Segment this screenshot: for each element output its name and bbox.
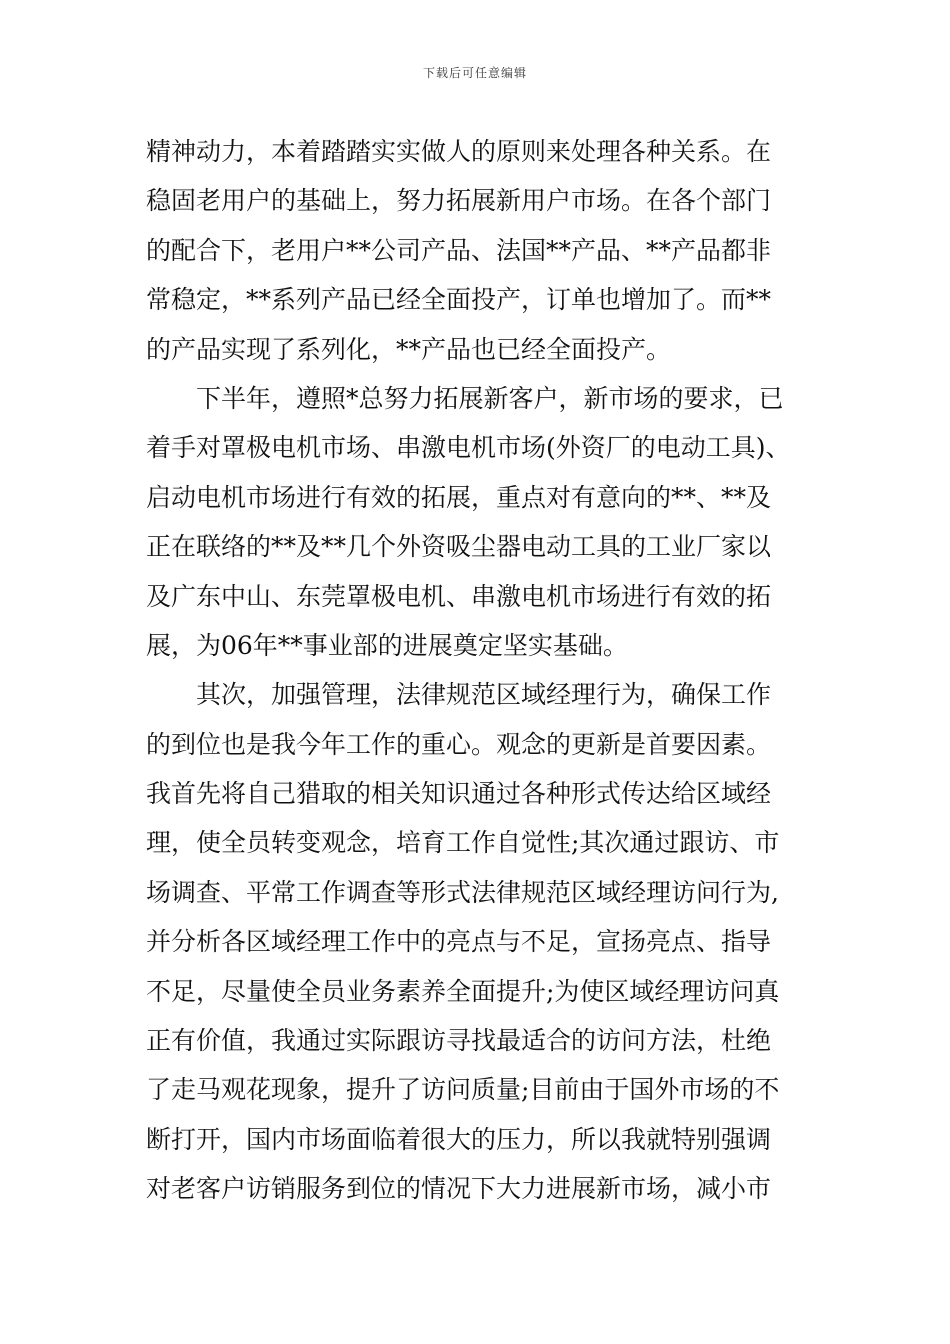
text-line: 启动电机市场进行有效的拓展，重点对有意向的**、**及 xyxy=(146,482,772,512)
text-line: 我首先将自己猎取的相关知识通过各种形式传达给区域经 xyxy=(146,779,772,809)
text-line: 着手对罩极电机市场、串激电机市场(外资厂的电动工具)、 xyxy=(146,433,791,463)
text-line: 的配合下，老用户**公司产品、法国**产品、**产品都非 xyxy=(146,235,772,265)
paragraph xyxy=(146,374,816,670)
text-line: 理，使全员转变观念，培育工作自觉性;其次通过跟访、市 xyxy=(146,828,780,858)
text-line: 展，为06年**事业部的进展奠定坚实基础。 xyxy=(146,630,628,660)
text-line: 下半年，遵照*总努力拓展新客户，新市场的要求，已 xyxy=(196,383,784,413)
text-line: 的到位也是我今年工作的重心。观念的更新是首要因素。 xyxy=(146,729,772,759)
text-line: 正在联络的**及**几个外资吸尘器电动工具的工业厂家以 xyxy=(146,532,772,562)
text-line: 的产品实现了系列化，**产品也已经全面投产。 xyxy=(146,334,672,364)
text-line: 了走马观花现象，提升了访问质量;目前由于国外市场的不 xyxy=(146,1075,780,1105)
paragraph xyxy=(146,670,816,1213)
text-line: 断打开，国内市场面临着很大的压力，所以我就特别强调 xyxy=(146,1124,772,1154)
text-line: 其次，加强管理，法律规范区域经理行为，确保工作 xyxy=(196,680,772,710)
text-line: 正有价值，我通过实际跟访寻找最适合的访问方法，杜绝 xyxy=(146,1026,772,1056)
text-line: 及广东中山、东莞罩极电机、串激电机市场进行有效的拓 xyxy=(146,581,772,611)
text-line: 场调查、平常工作调查等形式法律规范区域经理访问行为, xyxy=(146,877,779,907)
text-line: 对老客户访销服务到位的情况下大力进展新市场，减小市 xyxy=(146,1174,772,1204)
document-body xyxy=(146,127,816,1214)
text-line: 并分析各区域经理工作中的亮点与不足，宣扬亮点、指导 xyxy=(146,927,772,957)
text-line: 稳固老用户的基础上，努力拓展新用户市场。在各个部门 xyxy=(146,186,772,216)
text-line: 常稳定，**系列产品已经全面投产，订单也增加了。而** xyxy=(146,285,772,315)
paragraph xyxy=(146,127,816,374)
page-header: 下载后可任意编辑 xyxy=(422,66,527,80)
text-line: 精神动力，本着踏踏实实做人的原则来处理各种关系。在 xyxy=(146,137,772,166)
text-line: 不足，尽量使全员业务素养全面提升;为使区域经理访问真 xyxy=(146,976,780,1006)
